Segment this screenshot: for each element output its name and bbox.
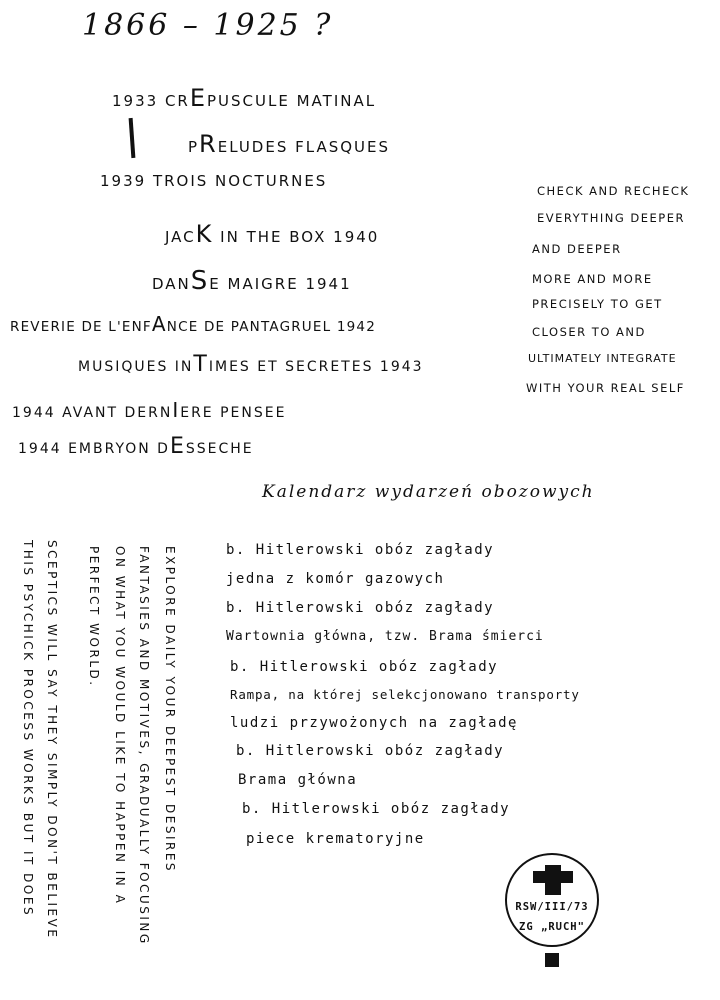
side-note-line: ULTIMATELY INTEGRATE bbox=[528, 352, 677, 365]
event-line: ludzi przywożonych na zagładę bbox=[230, 715, 518, 731]
work-text-c: SSECHE bbox=[185, 441, 254, 457]
work-text-c: ELUDES FLASQUES bbox=[217, 138, 391, 156]
work-big-letter: R bbox=[199, 130, 218, 158]
stamp-square-mark bbox=[545, 953, 559, 967]
work-text-c: ERE PENSEE bbox=[180, 405, 287, 421]
work-item bbox=[10, 312, 376, 336]
work-item bbox=[18, 434, 254, 459]
work-item bbox=[112, 84, 376, 112]
side-note-line: AND DEEPER bbox=[532, 242, 622, 256]
event-line: Rampa, na której selekcjonowano transporty bbox=[230, 687, 580, 702]
vertical-text-line: THIS PSYCHICK PROCESS WORKS BUT IT DOES bbox=[21, 540, 35, 918]
side-note-line: PRECISELY TO GET bbox=[532, 297, 663, 311]
work-text-a: 1939 TROIS NOCTURNES bbox=[100, 172, 328, 190]
work-text-c: NCE DE PANTAGRUEL 1942 bbox=[166, 319, 376, 335]
event-line: b. Hitlerowski obóz zagłady bbox=[230, 659, 499, 675]
side-note-line: CLOSER TO AND bbox=[532, 325, 646, 339]
side-note-line: WITH YOUR REAL SELF bbox=[526, 381, 685, 395]
work-item bbox=[78, 352, 424, 377]
work-item bbox=[100, 172, 327, 190]
event-line: Brama główna bbox=[238, 772, 358, 788]
work-big-letter: I bbox=[172, 398, 181, 422]
work-text-a: 1933 CR bbox=[112, 92, 190, 110]
calendar-heading: Kalendarz wydarzeń obozowych bbox=[262, 482, 595, 502]
event-line: Wartownia główna, tzw. Brama śmierci bbox=[226, 629, 544, 644]
event-line: b. Hitlerowski obóz zagłady bbox=[226, 542, 495, 558]
work-text-a: JAC bbox=[165, 228, 196, 246]
event-line: jedna z komór gazowych bbox=[226, 571, 445, 587]
work-big-letter: E bbox=[189, 84, 208, 112]
vertical-bar-mark bbox=[129, 118, 136, 158]
vertical-text-line: PERFECT WORLD. bbox=[87, 546, 101, 688]
circular-stamp bbox=[505, 853, 599, 947]
stamp-text-line: ZG „RUCH" bbox=[519, 921, 585, 933]
event-line: b. Hitlerowski obóz zagłady bbox=[226, 600, 495, 616]
work-text-a: 1944 EMBRYON D bbox=[18, 441, 170, 457]
stamp-cross-mark bbox=[533, 871, 573, 883]
work-text-a: MUSIQUES IN bbox=[78, 359, 194, 375]
work-text-c: IN THE BOX 1940 bbox=[213, 228, 380, 246]
vertical-text-line: EXPLORE DAILY YOUR DEEPEST DESIRES bbox=[163, 546, 177, 874]
vertical-text-line: ON WHAT YOU WOULD LIKE TO HAPPEN IN A bbox=[113, 546, 127, 906]
work-big-letter: A bbox=[151, 312, 167, 336]
work-item bbox=[152, 266, 352, 296]
side-note-line: MORE AND MORE bbox=[532, 272, 653, 286]
work-text-c: E MAIGRE 1941 bbox=[209, 275, 352, 293]
work-big-letter: K bbox=[195, 220, 214, 248]
work-text-a: DAN bbox=[152, 275, 191, 293]
work-big-letter: E bbox=[169, 434, 186, 459]
work-item bbox=[188, 130, 390, 158]
side-note-line: EVERYTHING DEEPER bbox=[537, 211, 685, 225]
work-item bbox=[165, 220, 379, 248]
vertical-text-line: SCEPTICS WILL SAY THEY SIMPLY DON'T BELIEVE bbox=[45, 540, 59, 940]
work-text-c: PUSCULE MATINAL bbox=[207, 92, 377, 110]
event-line: piece krematoryjne bbox=[246, 831, 425, 847]
work-big-letter: T bbox=[193, 352, 209, 377]
work-item bbox=[12, 398, 286, 422]
event-line: b. Hitlerowski obóz zagłady bbox=[242, 801, 511, 817]
date-range-title: 1866 – 1925 ? bbox=[82, 8, 334, 43]
work-text-a: 1944 AVANT DERN bbox=[12, 405, 173, 421]
work-big-letter: S bbox=[190, 266, 210, 296]
vertical-text-line: FANTASIES AND MOTIVES, GRADUALLY FOCUSING bbox=[137, 546, 151, 946]
event-line: b. Hitlerowski obóz zagłady bbox=[236, 743, 505, 759]
work-text-a: P bbox=[188, 138, 200, 156]
work-text-c: IMES ET SECRETES 1943 bbox=[208, 359, 424, 375]
side-note-line: CHECK AND RECHECK bbox=[537, 184, 690, 198]
work-text-a: REVERIE DE L'ENF bbox=[10, 319, 152, 335]
stamp-text-line: RSW/III/73 bbox=[515, 901, 589, 913]
